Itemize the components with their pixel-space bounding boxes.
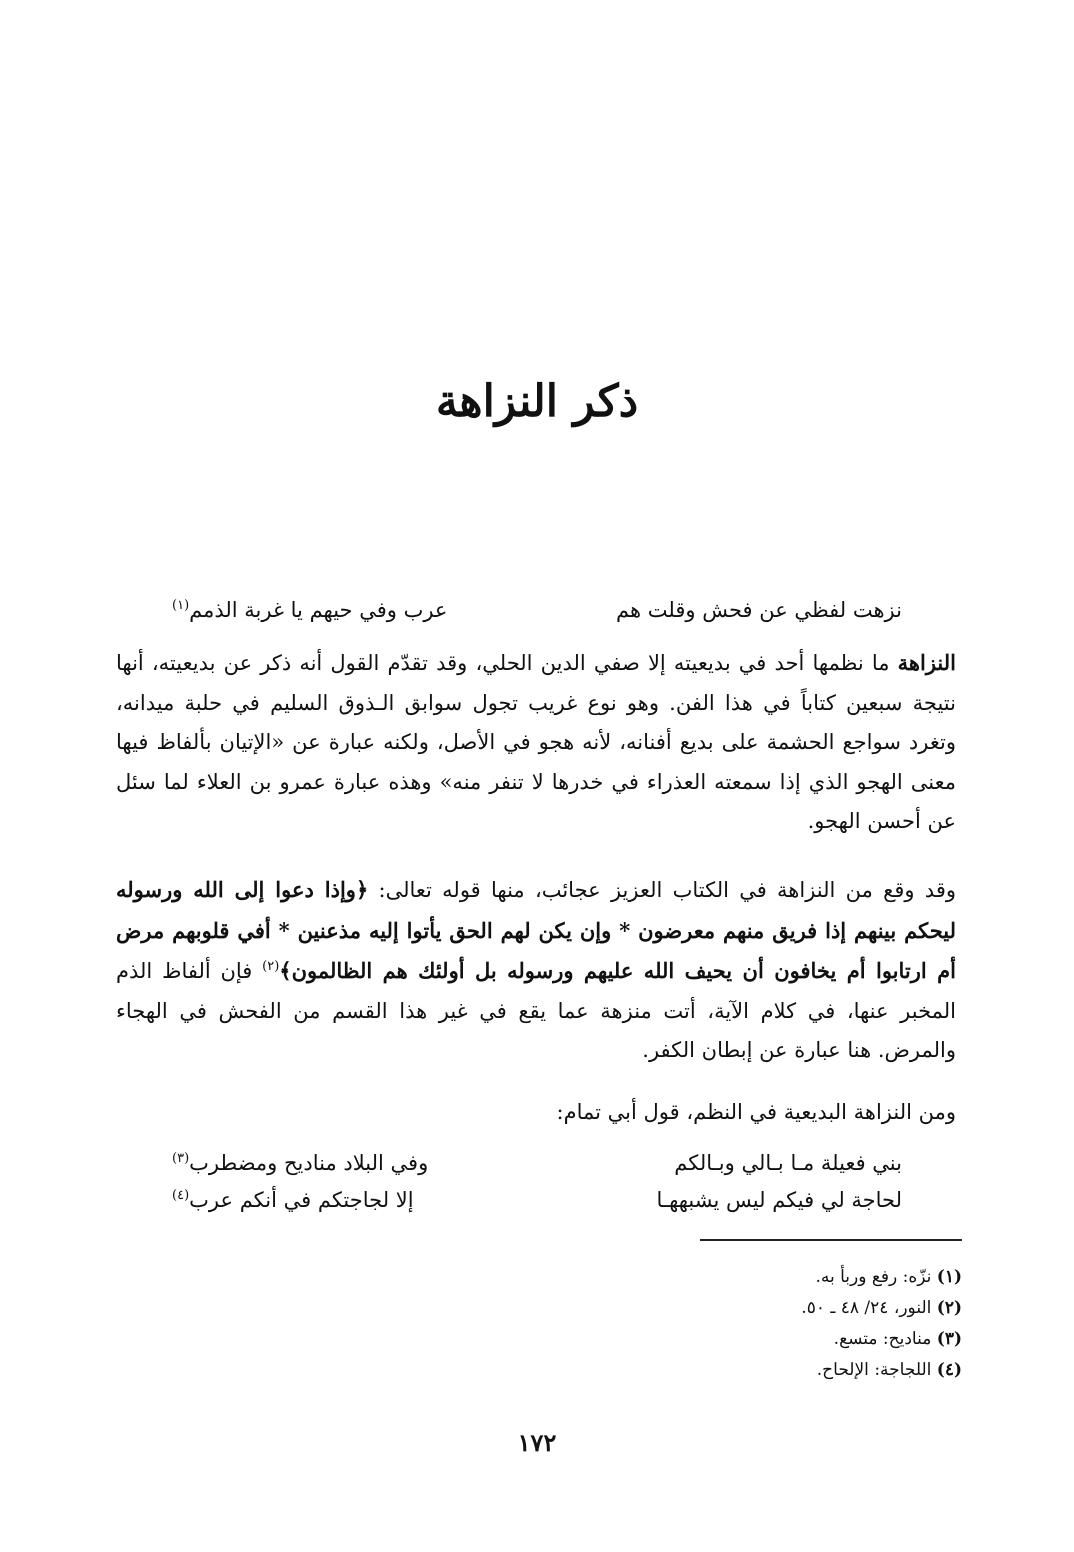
footnote-item xyxy=(462,1355,962,1386)
footnotes xyxy=(462,1262,962,1386)
footnote-item xyxy=(462,1324,962,1355)
quran-quote: ﴿وإذا دعوا إلى الله ورسوله ليحكم بينهم إذا فريق منهم معرضون * وإن يكن لهم الحق يأتوا إليه مذعنين * أفي قلوبهم مرض أم ارتابوا أم يخافون أن يحيف الله عليهم ورسوله بل أولئك هم الظالمون﴾ xyxy=(116,877,956,983)
footnote-marker: (٤) xyxy=(172,1188,190,1203)
footnote-text: نزّه: رفع وربأ به. xyxy=(815,1267,937,1287)
page-title: ذكر النزاهة xyxy=(435,376,639,427)
footnote-marker: (٣) xyxy=(172,1151,190,1166)
footnote-text: مناديح: متسع. xyxy=(833,1329,937,1349)
footnote-number: (١) xyxy=(936,1267,962,1287)
paragraph-text: ما نظمها أحد في بديعيته إلا صفي الدين الحلي، وقد تقدّم القول أنه ذكر عن بديعيته، أنها نتيجة سبعين كتاباً في هذا الفن. وهو نوع غريب تجول سوابق الـذوق السليم في حلبة ميدانه، وتغرد سواجع الحشمة على بديع أفنانه، لأنه هجو في الأصل، ولكنه عبارة عن «الإتيان بألفاظ فيها معنى الهجو الذي إذا سمعته العذراء في خدرها لا تنفر منه» وهذه عبارة عمرو بن العلاء لما سئل عن أحسن الهجو. xyxy=(116,651,956,833)
opening-verse xyxy=(172,590,902,630)
abu-tammam-verse-2 xyxy=(172,1180,902,1220)
paragraph-poetry-intro xyxy=(116,1093,956,1133)
verse-first-hemistich: نزهت لفظي عن فحش وقلت هم xyxy=(616,598,902,622)
verse-second-hemistich: إلا لجاجتكم في أنكم عرب$^{(٤)}$ xyxy=(172,1188,414,1212)
footnote-number: (٣) xyxy=(936,1329,962,1349)
footnote-marker: (٢) xyxy=(262,959,280,974)
verse-first-hemistich: لحاجة لي فيكم ليس يشبههـا xyxy=(656,1188,902,1212)
paragraph-text: فإن ألفاظ الذم المخبر عنها، في كلام الآية، أتت منزهة عما يقع في غير هذا القسم من الفحش في الهجاء والمرض. هنا عبارة عن إبطان الكفر. xyxy=(116,959,956,1062)
paragraph-intro: وقد وقع من النزاهة في الكتاب العزيز عجائب، منها قوله تعالى: xyxy=(368,878,957,902)
paragraph-text: ومن النزاهة البديعية في النظم، قول أبي تمام: xyxy=(556,1100,956,1124)
verse-second-hemistich: وفي البلاد مناديح ومضطرب$^{(٣)}$ xyxy=(172,1151,429,1175)
footnote-number: (٤) xyxy=(936,1360,962,1380)
verse-second-hemistich: عرب وفي حيهم يا غربة الذمم$^{(١)}$ xyxy=(172,598,448,622)
footnote-text: النور، ٢٤/ ٤٨ ـ ٥٠. xyxy=(801,1298,937,1318)
paragraph-quran-example xyxy=(116,870,956,1071)
verse-first-hemistich: بني فعيلة مـا بـالي وبـالكم xyxy=(674,1151,902,1175)
footnote-item xyxy=(462,1293,962,1324)
abu-tammam-verse-1 xyxy=(172,1143,902,1183)
footnote-number: (٢) xyxy=(936,1298,962,1318)
paragraph-nazaha-definition xyxy=(116,643,956,842)
footnote-marker: (١) xyxy=(172,598,190,613)
footnote-divider xyxy=(700,1239,962,1241)
footnote-text: اللجاجة: الإلحاح. xyxy=(816,1360,937,1380)
page-number: ١٧٢ xyxy=(517,1428,557,1457)
footnote-item xyxy=(462,1262,962,1293)
paragraph-lead-term: النزاهة xyxy=(897,650,956,675)
